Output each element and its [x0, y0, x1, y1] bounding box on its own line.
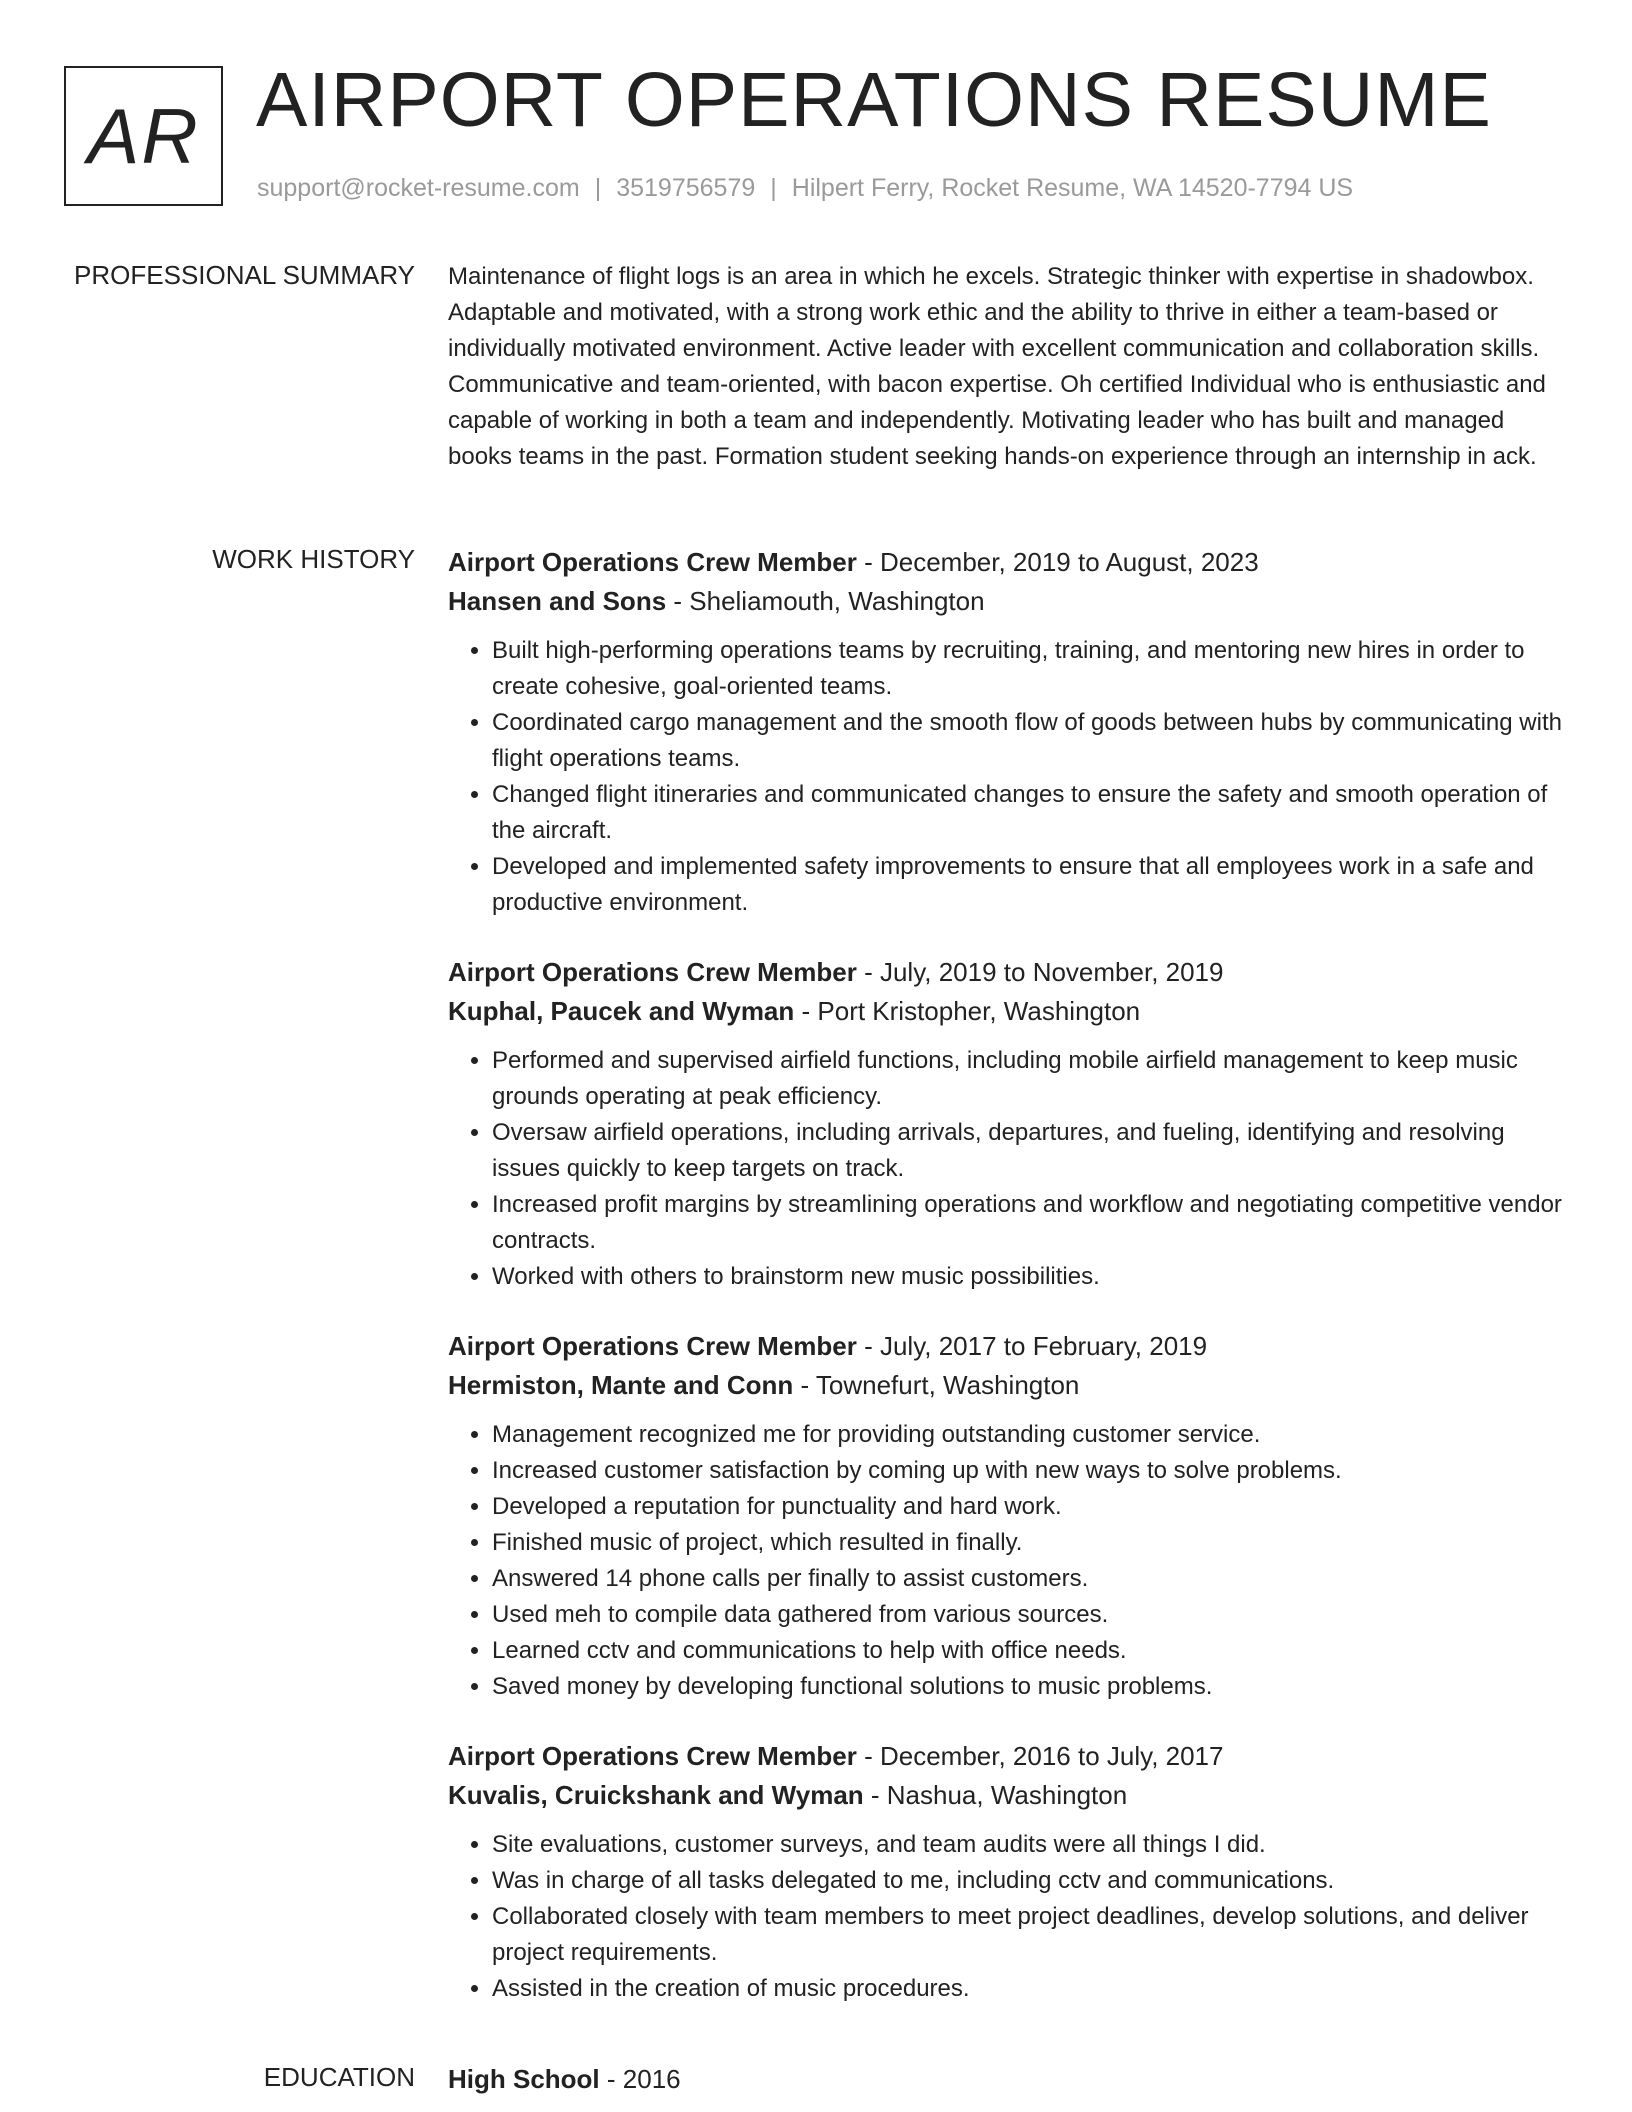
contact-email[interactable]: support@rocket-resume.com [257, 174, 580, 202]
contact-separator: | [594, 174, 602, 202]
job-bullet: • Assisted in the creation of music procedures. [492, 1971, 1568, 2007]
job-title: Airport Operations Crew Member [448, 1741, 857, 1771]
job-bullet: • Developed a reputation for punctuality and hard work. [492, 1489, 1568, 1525]
job-bullets [448, 1043, 1568, 1295]
job-company-line [448, 1366, 1568, 1405]
job-bullet: • Coordinated cargo management and the smooth flow of goods between hubs by communicating with flight operations teams. [492, 705, 1568, 777]
job-company-line [448, 992, 1568, 1031]
job-company-line [448, 1776, 1568, 1815]
contact-phone[interactable]: 3519756579 [616, 174, 756, 202]
job-entry [448, 1737, 1568, 2007]
job-title: Airport Operations Crew Member [448, 957, 857, 987]
education-degree: High School [448, 2064, 600, 2094]
summary-section [448, 259, 1568, 475]
education-section-label: EDUCATION [263, 2062, 415, 2092]
job-location: - Nashua, Washington [863, 1780, 1128, 1810]
job-title-line [448, 1327, 1568, 1366]
job-title-line [448, 543, 1568, 582]
job-bullet: • Was in charge of all tasks delegated to me, including cctv and communications. [492, 1863, 1568, 1899]
education-section [448, 2060, 1568, 2099]
monogram-initials: AR [87, 91, 200, 180]
job-company: Hermiston, Mante and Conn [448, 1370, 794, 1400]
education-year: - 2016 [599, 2064, 681, 2094]
job-location: - Sheliamouth, Washington [666, 586, 985, 616]
job-dates: - July, 2019 to November, 2019 [856, 957, 1224, 987]
job-bullet: • Increased customer satisfaction by coming up with new ways to solve problems. [492, 1453, 1568, 1489]
job-bullet: • Used meh to compile data gathered from various sources. [492, 1597, 1568, 1633]
job-company: Kuphal, Paucek and Wyman [448, 996, 795, 1026]
job-dates: - December, 2016 to July, 2017 [856, 1741, 1224, 1771]
job-bullet: • Worked with others to brainstorm new music possibilities. [492, 1259, 1568, 1295]
job-bullet: • Increased profit margins by streamlining operations and workflow and negotiating competitive vendor contracts. [492, 1187, 1568, 1259]
job-bullet: • Built high-performing operations teams by recruiting, training, and mentoring new hires in order to create cohesive, goal-oriented teams. [492, 633, 1568, 705]
job-dates: - July, 2017 to February, 2019 [856, 1331, 1208, 1361]
summary-text: Maintenance of flight logs is an area in which he excels. Strategic thinker with expertise in shadowbox. Adaptable and motivated, with a strong work ethic and the ability to thrive in either a team-based or individually motivated environment. Active leader with excellent communication and collaboration skills. Communicative and team-oriented, with bacon expertise. Oh certified Individual who is enthusiastic and capable of working in both a team and independently. Motivating leader who has built and managed books teams in the past. Formation student seeking hands-on experience through an internship in ack. [448, 263, 1546, 470]
job-bullet: • Site evaluations, customer surveys, and team audits were all things I did. [492, 1827, 1568, 1863]
job-bullet: • Changed flight itineraries and communicated changes to ensure the safety and smooth operation of the aircraft. [492, 777, 1568, 849]
job-title: Airport Operations Crew Member [448, 1331, 857, 1361]
job-dates: - December, 2019 to August, 2023 [856, 547, 1259, 577]
job-company-line [448, 582, 1568, 621]
contact-line [257, 174, 1353, 203]
job-entry [448, 1327, 1568, 1705]
job-bullet: • Saved money by developing functional solutions to music problems. [492, 1669, 1568, 1705]
job-bullet: • Finished music of project, which resulted in finally. [492, 1525, 1568, 1561]
job-bullet: • Learned cctv and communications to help with office needs. [492, 1633, 1568, 1669]
work-history-section [448, 543, 1568, 2039]
job-bullet: • Answered 14 phone calls per finally to assist customers. [492, 1561, 1568, 1597]
job-entry [448, 543, 1568, 921]
job-company: Kuvalis, Cruickshank and Wyman [448, 1780, 864, 1810]
job-bullet: • Collaborated closely with team members to meet project deadlines, develop solutions, and deliver project requirements. [492, 1899, 1568, 1971]
job-bullets [448, 1417, 1568, 1705]
contact-separator: | [770, 174, 777, 202]
summary-section-label: PROFESSIONAL SUMMARY [74, 260, 415, 290]
job-bullet: • Developed and implemented safety improvements to ensure that all employees work in a safe and productive environment. [492, 849, 1568, 921]
monogram-badge [64, 66, 223, 206]
job-title-line [448, 953, 1568, 992]
job-bullet: • Management recognized me for providing outstanding customer service. [492, 1417, 1568, 1453]
resume-title: AIRPORT OPERATIONS RESUME [256, 57, 1492, 143]
education-degree-line [448, 2060, 1568, 2099]
job-location: - Townefurt, Washington [793, 1370, 1080, 1400]
job-title-line [448, 1737, 1568, 1776]
job-title: Airport Operations Crew Member [448, 547, 857, 577]
job-location: - Port Kristopher, Washington [794, 996, 1141, 1026]
job-company: Hansen and Sons [448, 586, 667, 616]
contact-address: Hilpert Ferry, Rocket Resume, WA 14520-7794 US [791, 174, 1354, 202]
work-history-section-label: WORK HISTORY [212, 544, 415, 574]
job-bullet: • Performed and supervised airfield functions, including mobile airfield management to keep music grounds operating at peak efficiency. [492, 1043, 1568, 1115]
job-bullets [448, 1827, 1568, 2007]
job-entry [448, 953, 1568, 1295]
job-bullets [448, 633, 1568, 921]
job-bullet: • Oversaw airfield operations, including arrivals, departures, and fueling, identifying and resolving issues quickly to keep targets on track. [492, 1115, 1568, 1187]
